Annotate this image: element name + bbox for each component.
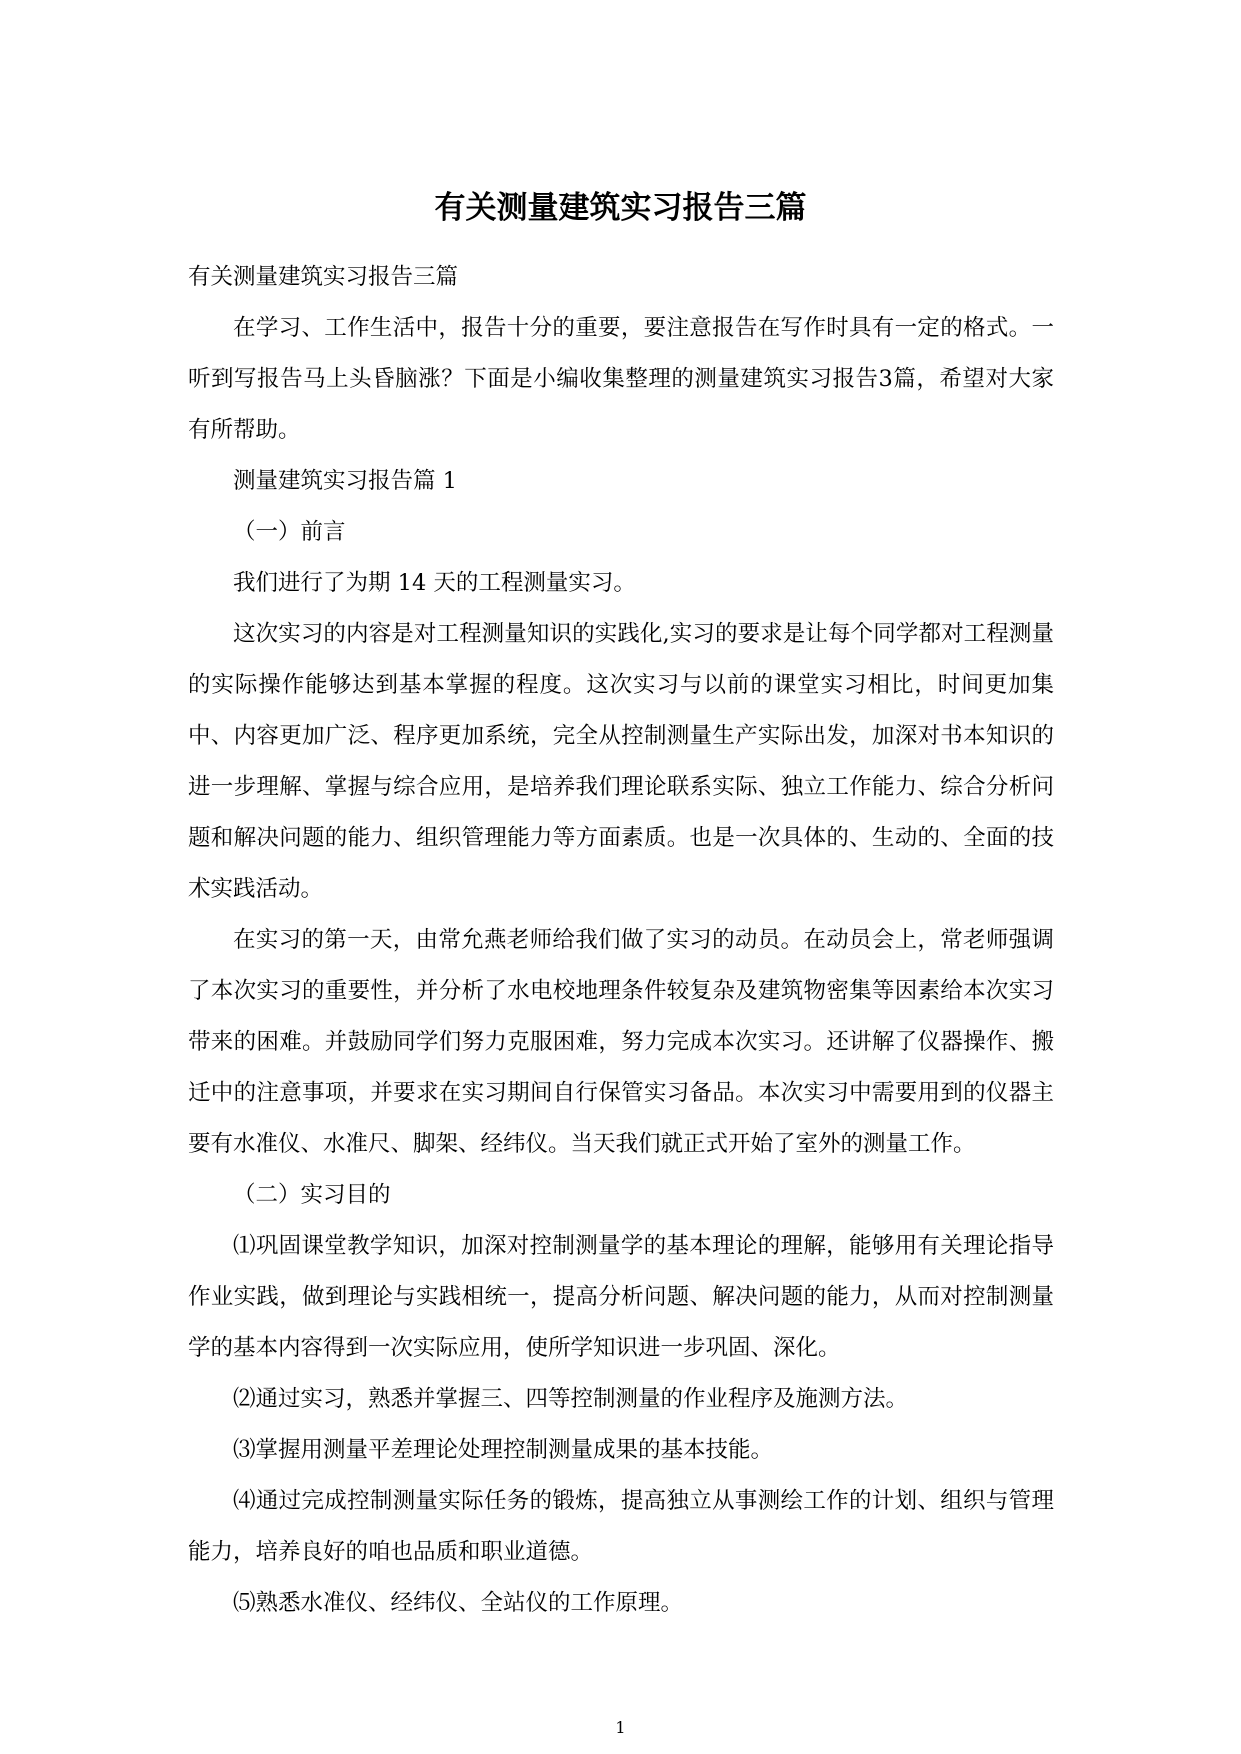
paragraph-intro: 在学习、工作生活中，报告十分的重要，要注意报告在写作时具有一定的格式。一听到写报告马上头昏脑涨？下面是小编收集整理的测量建筑实习报告3篇，希望对大家有所帮助。	[188, 315, 1054, 443]
purpose-item-3: ⑶掌握用测量平差理论处理控制测量成果的基本技能。	[233, 1437, 774, 1463]
paragraph-first-day: 在实习的第一天，由常允燕老师给我们做了实习的动员。在动员会上，常老师强调了本次实习的重要性，并分析了水电校地理条件较复杂及建筑物密集等因素给本次实习带来的困难。并鼓励同学们努力克服困难，努力完成本次实习。还讲解了仪器操作、搬迁中的注意事项，并要求在实习期间自行保管实习备品。本次实习中需要用到的仪器主要有水准仪、水准尺、脚架、经纬仪。当天我们就正式开始了室外的测量工作。	[188, 927, 1054, 1157]
purpose-item-4: ⑷通过完成控制测量实际任务的锻炼，提高独立从事测绘工作的计划、组织与管理能力，培养良好的咱也品质和职业道德。	[188, 1488, 1054, 1565]
section-heading-report-1: 测量建筑实习报告篇 1	[233, 468, 457, 494]
paragraph-duration: 我们进行了为期 14 天的工程测量实习。	[233, 570, 636, 596]
purpose-item-5: ⑸熟悉水准仪、经纬仪、全站仪的工作原理。	[233, 1590, 684, 1616]
section-heading-purpose: （二）实习目的	[233, 1182, 391, 1208]
purpose-item-1: ⑴巩固课堂教学知识，加深对控制测量学的基本理论的理解，能够用有关理论指导作业实践，做到理论与实践相统一，提高分析问题、解决问题的能力，从而对控制测量学的基本内容得到一次实际应用，使所学知识进一步巩固、深化。	[188, 1233, 1054, 1361]
purpose-item-2: ⑵通过实习，熟悉并掌握三、四等控制测量的作业程序及施测方法。	[233, 1386, 909, 1412]
document-subtitle: 有关测量建筑实习报告三篇	[188, 264, 459, 290]
section-heading-preface: （一）前言	[233, 519, 346, 545]
page-number: 1	[615, 1718, 626, 1737]
paragraph-content: 这次实习的内容是对工程测量知识的实践化,实习的要求是让每个同学都对工程测量的实际操作能够达到基本掌握的程度。这次实习与以前的课堂实习相比，时间更加集中、内容更加广泛、程序更加系统，完全从控制测量生产实际出发，加深对书本知识的进一步理解、掌握与综合应用，是培养我们理论联系实际、独立工作能力、综合分析问题和解决问题的能力、组织管理能力等方面素质。也是一次具体的、生动的、全面的技术实践活动。	[188, 621, 1054, 902]
document-body	[188, 252, 1054, 1629]
document-title: 有关测量建筑实习报告三篇	[434, 190, 807, 226]
